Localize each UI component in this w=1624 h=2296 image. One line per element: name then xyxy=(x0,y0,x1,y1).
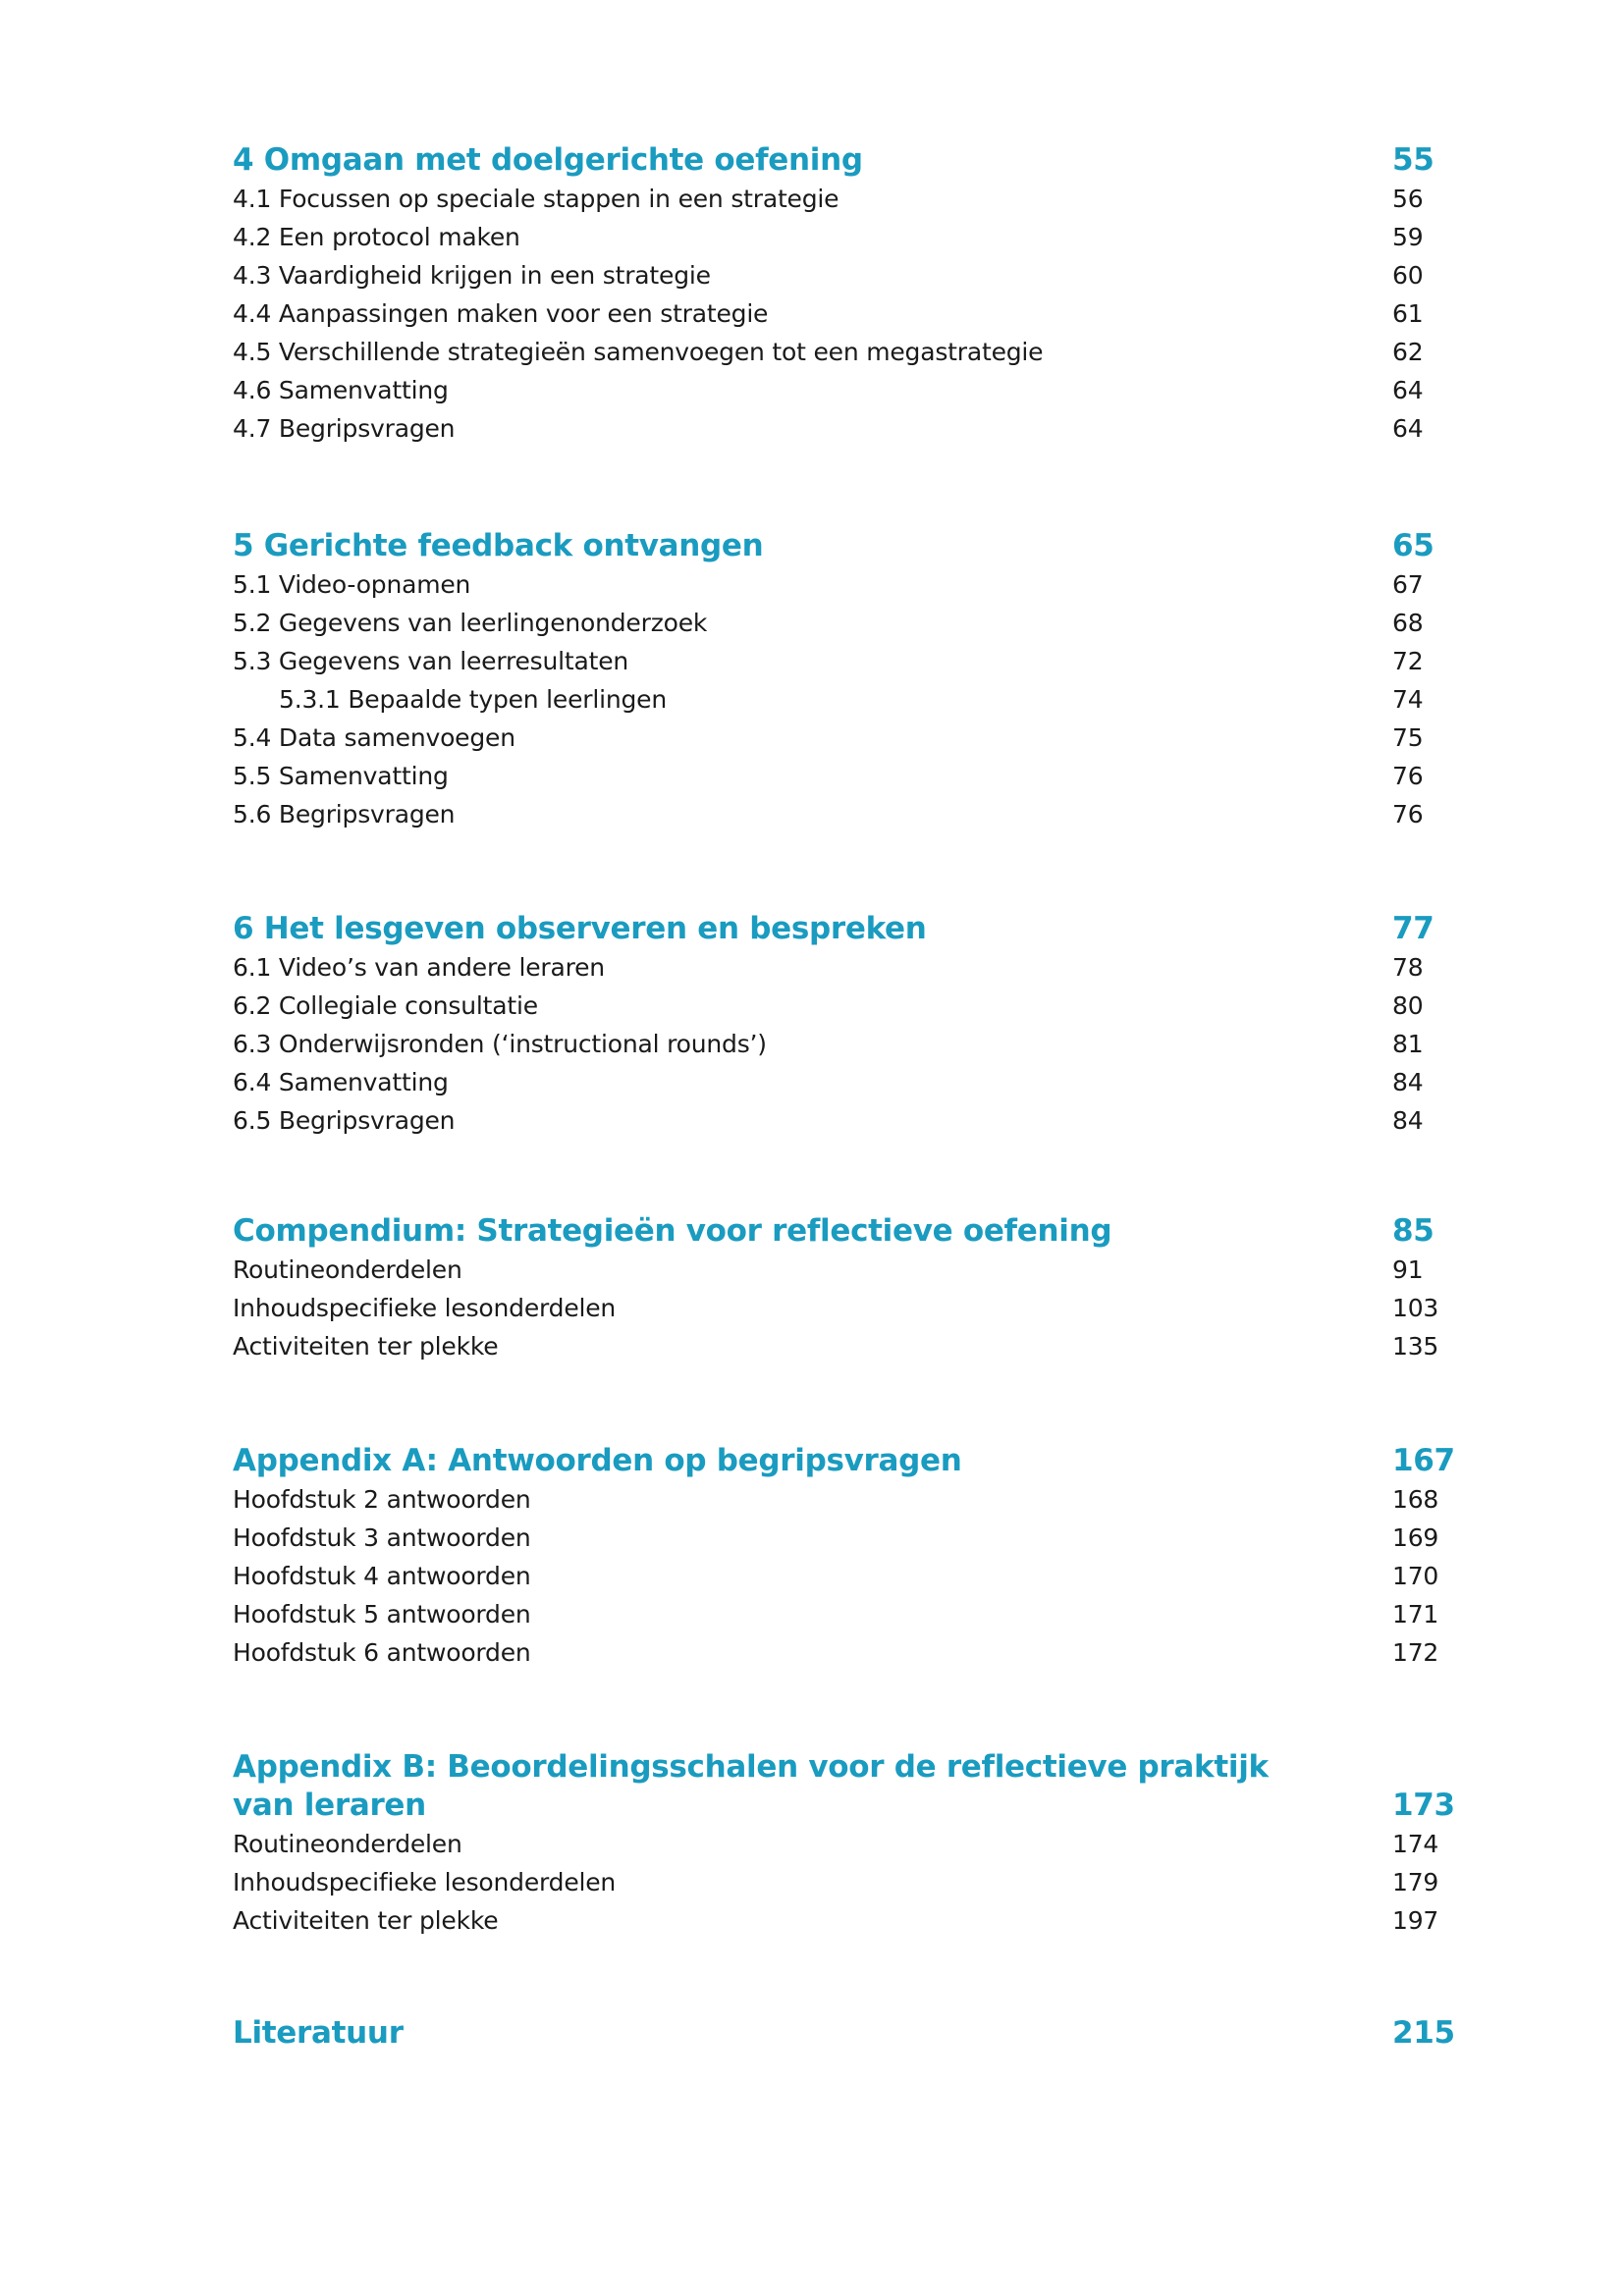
toc-entry[interactable] xyxy=(233,1557,1470,1595)
entry-page-number: 174 xyxy=(1392,1830,1439,1858)
toc-entry[interactable] xyxy=(233,371,1470,409)
entry-page-number: 169 xyxy=(1392,1523,1439,1552)
entry-label: 6.2 Collegiale consultatie xyxy=(233,991,538,1020)
chapter-title: Compendium: Strategieën voor reflectieve oefening xyxy=(233,1213,1112,1249)
entry-page-number: 84 xyxy=(1392,1106,1424,1135)
entry-label: 4.6 Samenvatting xyxy=(233,376,449,404)
toc-entry[interactable] xyxy=(233,1595,1470,1633)
chapter-title: 6 Het lesgeven observeren en bespreken xyxy=(233,911,927,946)
entry-label: 5.2 Gegevens van leerlingenonderzoek xyxy=(233,609,708,637)
toc-entry[interactable] xyxy=(233,218,1470,256)
chapter-title: 5 Gerichte feedback ontvangen xyxy=(233,528,764,563)
entry-label: 4.7 Begripsvragen xyxy=(233,414,456,443)
entry-page-number: 62 xyxy=(1392,338,1424,366)
entry-label: 4.5 Verschillende strategieën samenvoegen tot een megastrategie xyxy=(233,338,1044,366)
toc-section-6 xyxy=(233,910,1470,1140)
toc-entry[interactable] xyxy=(233,987,1470,1025)
entry-page-number: 170 xyxy=(1392,1562,1439,1590)
entry-label: Inhoudspecifieke lesonderdelen xyxy=(233,1294,617,1322)
toc-section-appendix-b xyxy=(233,1748,1470,1940)
entry-page-number: 135 xyxy=(1392,1332,1439,1361)
entry-label: Hoofdstuk 3 antwoorden xyxy=(233,1523,531,1552)
chapter-page-number: 215 xyxy=(1392,2015,1455,2051)
entry-page-number: 84 xyxy=(1392,1068,1424,1096)
chapter-heading[interactable] xyxy=(233,1442,1470,1480)
toc-entry[interactable] xyxy=(233,409,1470,448)
entry-page-number: 197 xyxy=(1392,1906,1439,1935)
toc-entry[interactable] xyxy=(233,180,1470,218)
entry-label: Routineonderdelen xyxy=(233,1830,462,1858)
entry-label: 5.6 Begripsvragen xyxy=(233,800,456,828)
entry-label: Hoofdstuk 4 antwoorden xyxy=(233,1562,531,1590)
toc-section-compendium xyxy=(233,1212,1470,1365)
entry-page-number: 64 xyxy=(1392,414,1424,443)
chapter-title: 4 Omgaan met doelgerichte oefening xyxy=(233,142,863,178)
entry-page-number: 171 xyxy=(1392,1600,1439,1629)
entry-page-number: 172 xyxy=(1392,1638,1439,1667)
entry-page-number: 80 xyxy=(1392,991,1424,1020)
entry-label: 4.4 Aanpassingen maken voor een strategie xyxy=(233,299,769,328)
toc-entry[interactable] xyxy=(233,1289,1470,1327)
chapter-page-number: 55 xyxy=(1392,142,1435,178)
toc-entry[interactable] xyxy=(233,719,1470,757)
entry-label: 5.3.1 Bepaalde typen leerlingen xyxy=(279,685,667,714)
entry-page-number: 76 xyxy=(1392,762,1424,790)
entry-label: Routineonderdelen xyxy=(233,1255,462,1284)
toc-entry[interactable] xyxy=(233,642,1470,680)
toc-entry[interactable] xyxy=(233,1251,1470,1289)
toc-entry[interactable] xyxy=(233,1519,1470,1557)
entry-page-number: 59 xyxy=(1392,223,1424,251)
toc-entry[interactable] xyxy=(233,604,1470,642)
entry-label: 4.2 Een protocol maken xyxy=(233,223,520,251)
toc-entry[interactable] xyxy=(233,1025,1470,1063)
chapter-heading[interactable] xyxy=(233,1212,1470,1251)
toc-entry[interactable] xyxy=(233,1101,1470,1140)
toc-subentry[interactable] xyxy=(233,680,1470,719)
entry-label: Hoofdstuk 2 antwoorden xyxy=(233,1485,531,1514)
entry-label: 6.5 Begripsvragen xyxy=(233,1106,456,1135)
entry-page-number: 56 xyxy=(1392,185,1424,213)
entry-page-number: 81 xyxy=(1392,1030,1424,1058)
toc-entry[interactable] xyxy=(233,1327,1470,1365)
entry-page-number: 78 xyxy=(1392,953,1424,982)
chapter-page-number: 77 xyxy=(1392,911,1435,946)
entry-label: 5.4 Data samenvoegen xyxy=(233,723,515,752)
toc-entry[interactable] xyxy=(233,1863,1470,1901)
entry-label: 5.5 Samenvatting xyxy=(233,762,449,790)
chapter-page-number: 65 xyxy=(1392,528,1435,563)
entry-page-number: 68 xyxy=(1392,609,1424,637)
toc-section-literatuur xyxy=(233,2014,1470,2053)
entry-label: Hoofdstuk 5 antwoorden xyxy=(233,1600,531,1629)
entry-label: 4.1 Focussen op speciale stappen in een strategie xyxy=(233,185,839,213)
entry-page-number: 168 xyxy=(1392,1485,1439,1514)
entry-page-number: 74 xyxy=(1392,685,1424,714)
chapter-title-line-1: Appendix B: Beoordelingsschalen voor de reflectieve praktijk xyxy=(233,1749,1269,1785)
chapter-page-number: 85 xyxy=(1392,1213,1435,1249)
chapter-title: Appendix A: Antwoorden op begripsvragen xyxy=(233,1443,962,1478)
toc-section-5 xyxy=(233,527,1470,833)
entry-page-number: 179 xyxy=(1392,1868,1439,1896)
toc-entry[interactable] xyxy=(233,333,1470,371)
entry-page-number: 72 xyxy=(1392,647,1424,675)
entry-label: Inhoudspecifieke lesonderdelen xyxy=(233,1868,617,1896)
entry-page-number: 76 xyxy=(1392,800,1424,828)
entry-page-number: 103 xyxy=(1392,1294,1439,1322)
entry-label: 4.3 Vaardigheid krijgen in een strategie xyxy=(233,261,711,290)
entry-label: 5.3 Gegevens van leerresultaten xyxy=(233,647,629,675)
entry-label: 6.3 Onderwijsronden (‘instructional rounds’) xyxy=(233,1030,767,1058)
entry-page-number: 75 xyxy=(1392,723,1424,752)
chapter-heading[interactable] xyxy=(233,910,1470,948)
entry-label: 6.1 Video’s van andere leraren xyxy=(233,953,605,982)
toc-entry[interactable] xyxy=(233,1901,1470,1940)
toc-entry[interactable] xyxy=(233,1825,1470,1863)
chapter-heading[interactable] xyxy=(233,141,1470,180)
toc-entry[interactable] xyxy=(233,1480,1470,1519)
chapter-title: Literatuur xyxy=(233,2015,404,2051)
chapter-heading[interactable] xyxy=(233,1748,1470,1825)
chapter-page-number: 173 xyxy=(1392,1788,1455,1823)
toc-section-4 xyxy=(233,141,1470,448)
entry-page-number: 60 xyxy=(1392,261,1424,290)
toc-entry[interactable] xyxy=(233,1063,1470,1101)
toc-entry[interactable] xyxy=(233,256,1470,294)
chapter-heading[interactable] xyxy=(233,2014,1470,2053)
toc-entry[interactable] xyxy=(233,294,1470,333)
chapter-page-number: 167 xyxy=(1392,1443,1455,1478)
toc-section-appendix-a xyxy=(233,1442,1470,1672)
chapter-title-line-2: van leraren xyxy=(233,1788,426,1823)
toc-entry[interactable] xyxy=(233,565,1470,604)
entry-label: Activiteiten ter plekke xyxy=(233,1332,499,1361)
entry-label: Activiteiten ter plekke xyxy=(233,1906,499,1935)
entry-label: 6.4 Samenvatting xyxy=(233,1068,449,1096)
entry-label: Hoofdstuk 6 antwoorden xyxy=(233,1638,531,1667)
entry-page-number: 64 xyxy=(1392,376,1424,404)
toc-entry[interactable] xyxy=(233,757,1470,795)
entry-label: 5.1 Video-opnamen xyxy=(233,570,471,599)
entry-page-number: 91 xyxy=(1392,1255,1424,1284)
entry-page-number: 67 xyxy=(1392,570,1424,599)
chapter-heading[interactable] xyxy=(233,527,1470,565)
entry-page-number: 61 xyxy=(1392,299,1424,328)
toc-entry[interactable] xyxy=(233,1633,1470,1672)
toc-entry[interactable] xyxy=(233,948,1470,987)
toc-entry[interactable] xyxy=(233,795,1470,833)
